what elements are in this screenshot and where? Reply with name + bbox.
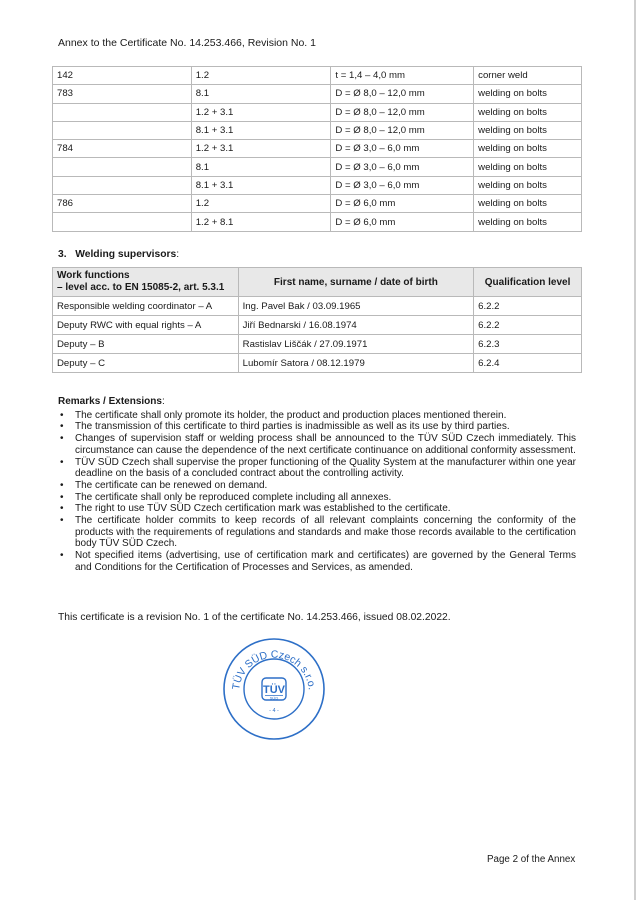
cell-weld-type: welding on bolts [474, 158, 582, 176]
cell-material-group: 8.1 + 3.1 [191, 176, 331, 194]
cell-weld-type: welding on bolts [474, 176, 582, 194]
cell-dimension: D = Ø 3,0 – 6,0 mm [331, 158, 474, 176]
list-item [58, 550, 576, 573]
table-row [53, 316, 582, 335]
welding-supervisors-table [52, 267, 582, 373]
cell-material-group: 1.2 [191, 67, 331, 85]
cell-dimension: t = 1,4 – 4,0 mm [331, 67, 474, 85]
cell-weld-type: welding on bolts [474, 195, 582, 213]
bullet-icon: • [60, 456, 64, 468]
remark-text: The certificate holder commits to keep records of all relevant complaints concerning the conformity of the products with the requirements of regulations and standards and make those records available to the certification body TÜV SÜD Czech. [75, 515, 576, 550]
cell-process-number [53, 158, 192, 176]
cell-process-number [53, 176, 192, 194]
bullet-icon: • [60, 409, 64, 421]
table-row [53, 121, 582, 139]
cell-process-number [53, 213, 192, 231]
stamp-number: - 4 - [269, 708, 279, 714]
cell-name-dob: Ing. Pavel Bak / 03.09.1965 [238, 297, 473, 316]
table-header-row [53, 268, 582, 297]
remark-text: The transmission of this certificate to third parties is inadmissible as well as its use by third parties. [75, 421, 510, 433]
header-work-functions-line2: – level acc. to EN 15085-2, art. 5.3.1 [57, 282, 225, 293]
stamp-logo-top: TÜV [263, 684, 285, 696]
cell-process-number [53, 103, 192, 121]
section-title-welding-supervisors [58, 249, 179, 260]
cell-material-group: 1.2 + 3.1 [191, 103, 331, 121]
remarks-heading [58, 396, 576, 408]
cell-material-group: 8.1 [191, 85, 331, 103]
list-item [58, 410, 576, 422]
remark-text: Changes of supervision staff or welding process shall be announced to the TÜV SÜD Czech immediately. This circumstance can cause the dependence of the next certificate continuance on additional conformity assessment. [75, 433, 576, 456]
remark-text: The right to use TÜV SÜD Czech certification mark was established to the certificate. [75, 503, 451, 515]
cell-material-group: 1.2 [191, 195, 331, 213]
bullet-icon: • [60, 515, 64, 527]
cell-process-number: 786 [53, 195, 192, 213]
list-item [58, 421, 576, 433]
cell-weld-type: welding on bolts [474, 85, 582, 103]
table-row [53, 354, 582, 373]
cell-process-number: 783 [53, 85, 192, 103]
cell-weld-type: welding on bolts [474, 140, 582, 158]
cell-qualification-level: 6.2.2 [474, 297, 582, 316]
cell-material-group: 1.2 + 3.1 [191, 140, 331, 158]
remarks-title: Remarks / Extensions [58, 396, 162, 407]
cell-work-function: Deputy – C [53, 354, 239, 373]
remarks-list [58, 410, 576, 574]
bullet-icon: • [60, 421, 64, 433]
welding-process-table [52, 66, 582, 232]
table-row [53, 195, 582, 213]
cell-process-number: 784 [53, 140, 192, 158]
cell-dimension: D = Ø 6,0 mm [331, 213, 474, 231]
cell-dimension: D = Ø 8,0 – 12,0 mm [331, 85, 474, 103]
revision-note: This certificate is a revision No. 1 of the certificate No. 14.253.466, issued 08.02.2022. [58, 612, 451, 623]
bullet-icon: • [60, 491, 64, 503]
remarks-colon: : [161, 396, 165, 407]
cell-material-group: 8.1 [191, 158, 331, 176]
cell-work-function: Deputy RWC with equal rights – A [53, 316, 239, 335]
list-item [58, 492, 576, 504]
cell-material-group: 1.2 + 8.1 [191, 213, 331, 231]
cell-dimension: D = Ø 8,0 – 12,0 mm [331, 121, 474, 139]
cell-weld-type: corner weld [474, 67, 582, 85]
cell-work-function: Responsible welding coordinator – A [53, 297, 239, 316]
bullet-icon: • [60, 479, 64, 491]
cell-qualification-level: 6.2.2 [474, 316, 582, 335]
remark-text: The certificate shall only promote its holder, the product and production places mentioned therein. [75, 409, 507, 421]
cell-dimension: D = Ø 3,0 – 6,0 mm [331, 176, 474, 194]
cell-qualification-level: 6.2.4 [474, 354, 582, 373]
cell-dimension: D = Ø 8,0 – 12,0 mm [331, 103, 474, 121]
stamp-ring-text: TÜV SÜD Czech s.r.o. [230, 648, 318, 691]
stamp-logo-bottom: SÜD [269, 695, 279, 701]
cell-name-dob: Rastislav Liščák / 27.09.1971 [238, 335, 473, 354]
header-qualification-level: Qualification level [474, 268, 582, 297]
section-title: Welding supervisors [75, 249, 177, 260]
table-row [53, 85, 582, 103]
list-item [58, 480, 576, 492]
table-row [53, 67, 582, 85]
remark-text: Not specified items (advertising, use of certification mark and certificates) are governed by the General Terms and Conditions for the Certification of Processes and Services, as amended. [75, 550, 576, 573]
annex-header: Annex to the Certificate No. 14.253.466, Revision No. 1 [58, 37, 316, 49]
cell-process-number [53, 121, 192, 139]
list-item [58, 457, 576, 480]
cell-process-number: 142 [53, 67, 192, 85]
list-item [58, 515, 576, 550]
cell-dimension: D = Ø 6,0 mm [331, 195, 474, 213]
cell-weld-type: welding on bolts [474, 121, 582, 139]
bullet-icon: • [60, 550, 64, 562]
table-row [53, 335, 582, 354]
cell-work-function: Deputy – B [53, 335, 239, 354]
cell-material-group: 8.1 + 3.1 [191, 121, 331, 139]
cell-qualification-level: 6.2.3 [474, 335, 582, 354]
table-row [53, 140, 582, 158]
header-work-functions [53, 268, 239, 297]
section-colon: : [176, 249, 180, 260]
cell-name-dob: Lubomír Satora / 08.12.1979 [238, 354, 473, 373]
cell-weld-type: welding on bolts [474, 213, 582, 231]
bullet-icon: • [60, 433, 64, 445]
cell-dimension: D = Ø 3,0 – 6,0 mm [331, 140, 474, 158]
bullet-icon: • [60, 503, 64, 515]
remark-text: The certificate shall only be reproduced complete including all annexes. [75, 491, 392, 503]
tuv-sud-stamp [222, 637, 326, 741]
remark-text: The certificate can be renewed on demand. [75, 479, 268, 491]
cell-name-dob: Jiří Bednarski / 16.08.1974 [238, 316, 473, 335]
table-row [53, 103, 582, 121]
header-name-dob: First name, surname / date of birth [238, 268, 473, 297]
cell-weld-type: welding on bolts [474, 103, 582, 121]
list-item [58, 433, 576, 456]
table-row [53, 176, 582, 194]
list-item [58, 503, 576, 515]
table-row [53, 213, 582, 231]
table-row [53, 158, 582, 176]
table-row [53, 297, 582, 316]
header-work-functions-line1: Work functions [57, 270, 130, 281]
remark-text: TÜV SÜD Czech shall supervise the proper functioning of the Quality System at the manufacturer within one year deadline on the basis of a concluded contract about the controlling activity. [75, 456, 576, 480]
section-number: 3. [58, 249, 67, 260]
page-number-footer: Page 2 of the Annex [487, 854, 576, 865]
remarks-section [58, 396, 576, 574]
